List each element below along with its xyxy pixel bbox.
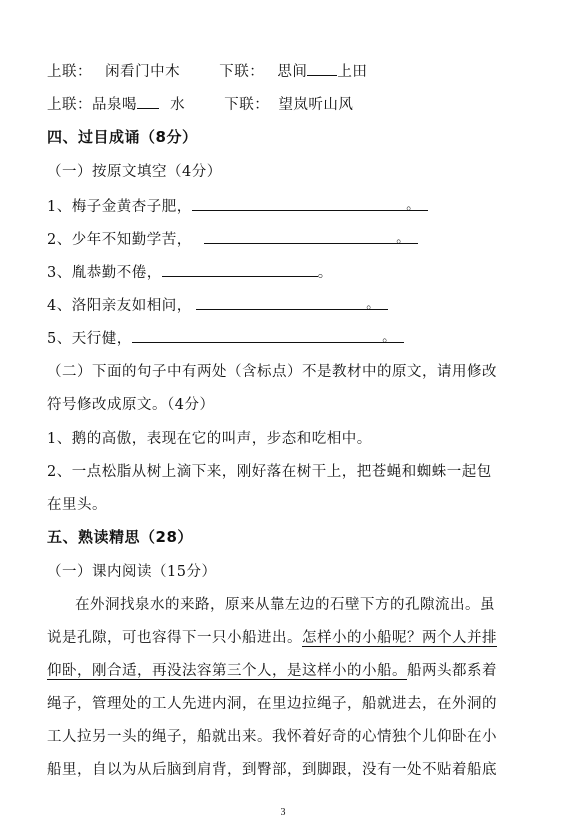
passage-underlined: 怎样小的小船呢？两个人并排	[302, 630, 497, 646]
passage-line-6: 船里，自以为从后脑到肩背，到臀部，到脚跟，没有一处不贴着船底	[47, 762, 497, 778]
reading-title: （一）课内阅读（15分）	[47, 564, 217, 580]
fill-item-4	[47, 294, 388, 315]
lower-text-pre: 思间	[277, 64, 308, 80]
fill-item-5	[47, 327, 404, 348]
correct-sentence-2-line-2: 在里头。	[47, 497, 107, 513]
couplet-line-2	[47, 93, 353, 114]
page-number: 3	[280, 807, 286, 818]
upper-text-pre: 品泉喝	[92, 97, 137, 113]
fill-end: 。	[317, 265, 333, 281]
fill-prompt: 5、天行健，	[47, 331, 132, 347]
upper-text: 闲看门中木	[105, 64, 181, 80]
part-2-title-line-1: （二）下面的句子中有两处（含标点）不是教材中的原文，请用修改	[47, 364, 497, 380]
lower-label: 下联：	[224, 97, 270, 113]
fill-end: 。	[406, 198, 420, 213]
passage-line-1: 在外洞找泉水的来路，原来从靠左边的石壁下方的孔隙流出。虽	[75, 597, 495, 613]
fill-prompt: 4、洛阳亲友如相问，	[47, 298, 192, 314]
passage-line-5: 工人拉另一头的绳子，船就出来。我怀着好奇的心情独个儿仰卧在小	[47, 729, 497, 745]
upper-label: 上联：	[47, 64, 92, 80]
fill-prompt: 2、少年不知勤学苦，	[47, 232, 192, 248]
fill-blank[interactable]	[196, 295, 388, 310]
passage-text: 船两头都系着	[407, 663, 497, 679]
fill-item-3	[47, 261, 333, 282]
couplet1-blank[interactable]	[307, 61, 337, 76]
passage-text: 说是孔隙，可也容得下一只小船进出。	[47, 630, 302, 646]
section-4-title: 四、过目成诵（8分）	[47, 128, 198, 146]
part-2-title-line-2: 符号修改成原文。（4分）	[47, 397, 215, 413]
fill-end: 。	[396, 231, 410, 246]
fill-item-2	[47, 228, 418, 249]
fill-prompt: 1、梅子金黄杏子肥，	[47, 199, 192, 215]
fill-blank[interactable]	[204, 229, 418, 244]
fill-prompt: 3、胤恭勤不倦，	[47, 265, 162, 281]
part-1-title: （一）按原文填空（4分）	[47, 164, 222, 180]
fill-end: 。	[382, 330, 396, 345]
correct-sentence-1: 1、鹅的高傲，表现在它的叫声，步态和吃相中。	[47, 431, 372, 447]
passage-line-3	[47, 659, 497, 680]
fill-end: 。	[366, 297, 380, 312]
lower-text-post: 上田	[337, 64, 368, 80]
passage-underlined: 仰卧，刚合适，再没法容第三个人，是这样小的小船。	[47, 663, 407, 679]
lower-label: 下联：	[219, 64, 265, 80]
passage-line-2	[47, 626, 497, 647]
upper-label: 上联：	[47, 97, 92, 113]
section-5-title: 五、熟读精思（28）	[47, 528, 193, 546]
fill-item-1	[47, 195, 428, 216]
fill-blank[interactable]	[192, 196, 428, 211]
upper-text-post: 水	[170, 97, 186, 113]
fill-blank[interactable]	[162, 262, 318, 277]
couplet-line-1	[47, 60, 367, 81]
fill-blank[interactable]	[132, 328, 404, 343]
passage-line-4: 绳子，管理处的工人先进内洞，在里边拉绳子，船就进去，在外洞的	[47, 696, 497, 712]
correct-sentence-2-line-1: 2、一点松脂从树上滴下来，刚好落在树干上，把苍蝇和蜘蛛一起包	[47, 464, 492, 480]
couplet2-blank[interactable]	[137, 94, 159, 109]
lower-text: 望岚听山风	[278, 97, 354, 113]
